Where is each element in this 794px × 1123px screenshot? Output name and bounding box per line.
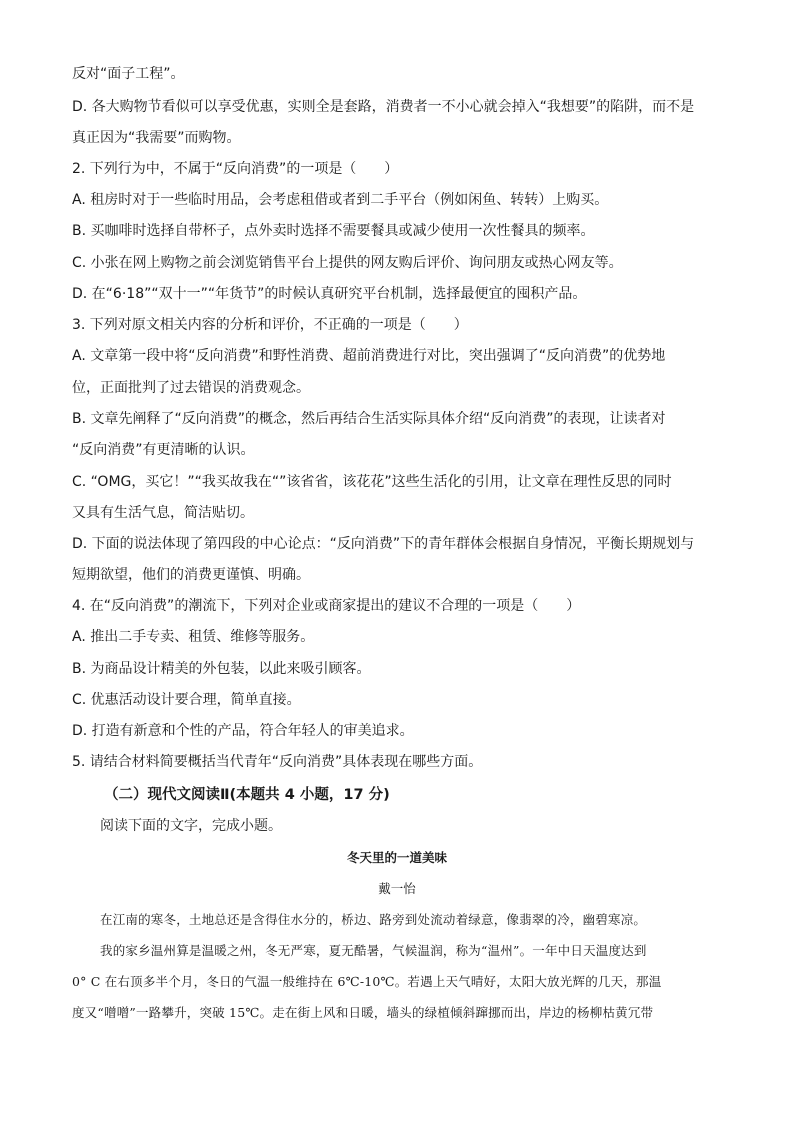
story-paragraph-line: 0° C 在右顶多半个月，冬日的气温一般维持在 6℃-10℃。若遇上天气晴好，太阳大放光辉的几天，那温 [72, 974, 662, 989]
question-5: 5. 请结合材料简要概括当代青年“反向消费”具体表现在哪些方面。 [72, 754, 483, 770]
story-author: 戴一怡 [378, 881, 416, 896]
option-a-text: A. 推出二手专卖、租赁、维修等服务。 [72, 629, 315, 645]
story-paragraph-line: 我的家乡温州算是温暖之州，冬无严寒，夏无酷暑，气候温润，称为“温州”。一年中日天温度达到 [100, 943, 647, 958]
story-paragraph-line: 在江南的寒冬，土地总还是含得住水分的，桥边、路旁到处流动着绿意，像翡翠的冷，幽碧寒凉。 [100, 912, 647, 927]
option-a-text: A. 租房时对于一些临时用品，会考虑租借或者到二手平台（例如闲鱼、转转）上购买。 [72, 192, 609, 208]
option-d-text: D. 打造有新意和个性的产品，符合年轻人的审美追求。 [72, 723, 414, 739]
text-line: 反对“面子工程”。 [72, 66, 185, 82]
text-line: 位，正面批判了过去错误的消费观念。 [72, 380, 310, 396]
option-d-text: D. 在“6·18”“双十一”“年货节”的时候认真研究平台机制，选择最便宜的囤积产品。 [72, 286, 587, 302]
story-title: 冬天里的一道美味 [346, 850, 447, 865]
story-paragraph-line: 度又“噌噌”一路攀升，突破 15℃。走在街上风和日暖，墙头的绿植倾斜蹿挪而出，岸边的杨柳枯黄冗带 [72, 1005, 654, 1020]
option-b-text: B. 文章先阐释了“反向消费”的概念，然后再结合生活实际具体介绍“反向消费”的表现，让读者对 [72, 411, 666, 427]
question-3: 3. 下列对原文相关内容的分析和评价，不正确的一项是（ ） [72, 317, 468, 333]
option-d-text: D. 下面的说法体现了第四段的中心论点：“反向消费”下的青年群体会根据自身情况，平衡长期规划与 [72, 536, 695, 552]
text-line: 又具有生活气息，简洁贴切。 [72, 505, 254, 521]
reading-instruction: 阅读下面的文字，完成小题。 [100, 818, 282, 834]
option-d-text: D. 各大购物节看似可以享受优惠，实则全是套路，消费者一不小心就会掉入“我想要”的陷阱，而不是 [72, 99, 695, 115]
question-4: 4. 在“反向消费”的潮流下，下列对企业或商家提出的建议不合理的一项是（ ） [72, 598, 581, 614]
option-b-text: B. 为商品设计精美的外包装，以此来吸引顾客。 [72, 661, 371, 677]
question-2: 2. 下列行为中，不属于“反向消费”的一项是（ ） [72, 161, 399, 177]
option-c-text: C. “OMG，买它！”“我买故我在“”该省省，该花花”这些生活化的引用，让文章在理性反思的同时 [72, 474, 672, 490]
option-c-text: C. 小张在网上购物之前会浏览销售平台上提供的网友购后评价、询问朋友或热心网友等。 [72, 255, 623, 271]
text-line: “反向消费”有更清晰的认识。 [72, 442, 255, 458]
text-line: 真正因为“我需要”而购物。 [72, 130, 241, 146]
text-line: 短期欲望，他们的消费更谨慎、明确。 [72, 567, 310, 583]
option-b-text: B. 买咖啡时选择自带杯子，点外卖时选择不需要餐具或减少使用一次性餐具的频率。 [72, 223, 595, 239]
option-a-text: A. 文章第一段中将“反向消费”和野性消费、超前消费进行对比，突出强调了“反向消费”的优势地 [72, 348, 666, 364]
option-c-text: C. 优惠活动设计要合理，简单直接。 [72, 692, 301, 708]
section-heading: （二）现代文阅读Ⅱ(本题共 4 小题，17 分) [104, 787, 390, 803]
